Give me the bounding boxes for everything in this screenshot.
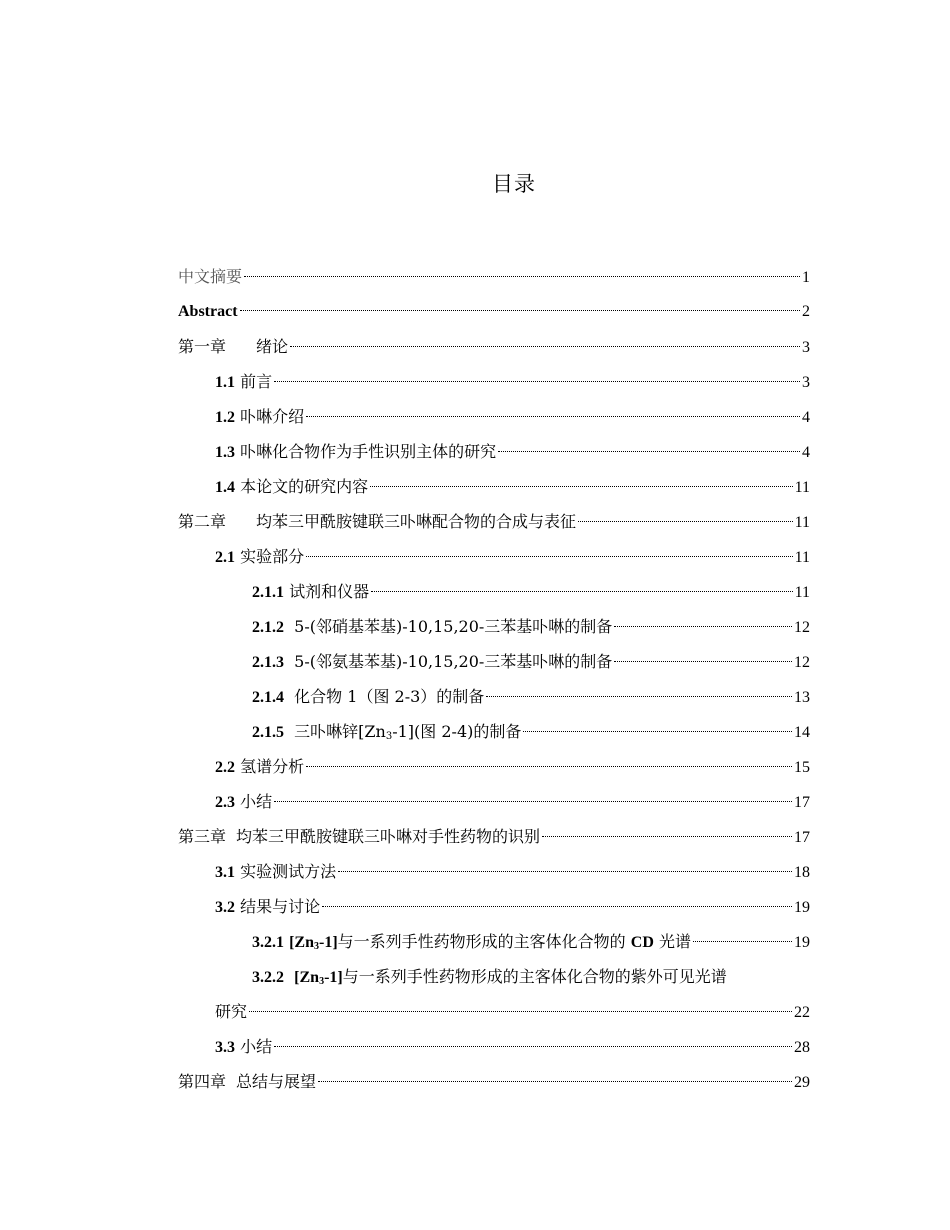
- toc-entry-label: [215, 364, 272, 400]
- chapter-title: 绪论: [256, 337, 289, 356]
- toc-entry-1-2[interactable]: [178, 399, 810, 434]
- dot-leader: [240, 310, 800, 311]
- toc-entry-2-1-4[interactable]: [178, 679, 810, 714]
- toc-entry-label: [252, 924, 691, 960]
- toc-page-number: 3: [802, 339, 810, 356]
- toc-entry-label: [252, 574, 369, 610]
- section-number: 2.1.1: [252, 584, 284, 601]
- toc-page-number: 22: [794, 1004, 810, 1021]
- section-number: 2.1.3: [252, 654, 284, 671]
- section-title: 卟啉化合物作为手性识别主体的研究: [240, 442, 497, 461]
- toc-entry-label: [178, 329, 288, 364]
- toc-entry-3-2-2-line-2[interactable]: [178, 994, 810, 1029]
- toc-page-number: 12: [794, 619, 810, 636]
- section-number: 1.4: [215, 479, 235, 496]
- toc-page-number: 15: [794, 759, 810, 776]
- toc-entry-chapter-4[interactable]: [178, 1064, 810, 1099]
- dot-leader: [290, 346, 800, 347]
- toc-entry-abstract-cn[interactable]: [178, 259, 810, 294]
- section-number: 3.2.1: [252, 934, 284, 951]
- toc-entry-3-2-1[interactable]: [178, 924, 810, 959]
- toc-page-number: 28: [794, 1039, 810, 1056]
- chapter-title: 均苯三甲酰胺键联三卟啉对手性药物的识别: [236, 827, 541, 846]
- toc-entry-label: [252, 644, 612, 680]
- section-title: 三卟啉锌$[Zn_3-1]$(图 2-4)的制备: [294, 722, 522, 742]
- toc-entry-2-1[interactable]: [178, 539, 810, 574]
- toc-entry-label: [215, 749, 304, 785]
- toc-page-number: 11: [794, 584, 810, 601]
- toc-entry-label: [178, 1064, 316, 1099]
- toc-entry-chapter-3[interactable]: [178, 819, 810, 854]
- toc-page-number: 11: [794, 479, 810, 496]
- toc-entry-label: [215, 399, 304, 435]
- section-title: 5-(邻硝基苯基)-10,15,20-三苯基卟啉的制备: [294, 617, 613, 636]
- dot-leader: [614, 626, 792, 627]
- section-title: 小结: [240, 1037, 273, 1056]
- section-number: 1.2: [215, 409, 235, 426]
- toc-entry-2-1-1[interactable]: [178, 574, 810, 609]
- dot-leader: [523, 731, 792, 732]
- section-number: 1.1: [215, 374, 235, 391]
- dot-leader: [244, 276, 800, 277]
- dot-leader: [274, 381, 800, 382]
- section-title: 本论文的研究内容: [240, 477, 369, 496]
- section-number: 3.2.2: [252, 969, 284, 986]
- toc-page-number: 4: [802, 409, 810, 426]
- section-title: 试剂和仪器: [289, 582, 370, 601]
- section-title: 实验测试方法: [240, 862, 337, 881]
- dot-leader: [306, 766, 792, 767]
- toc-page-number: 3: [802, 374, 810, 391]
- toc-entry-3-3[interactable]: [178, 1029, 810, 1064]
- chapter-prefix: 第四章: [178, 1072, 227, 1091]
- section-number: 2.2: [215, 759, 235, 776]
- toc-page-number: 17: [794, 794, 810, 811]
- toc-entry-label: [178, 819, 540, 854]
- toc-entry-label: 研究: [215, 1002, 248, 1021]
- section-title: 卟啉介绍: [240, 407, 305, 426]
- toc-entry-chapter-2[interactable]: [178, 504, 810, 539]
- dot-leader: [322, 906, 792, 907]
- dot-leader: [370, 486, 792, 487]
- dot-leader: [614, 661, 792, 662]
- page-title: 目录: [492, 172, 536, 196]
- dot-leader: [338, 871, 792, 872]
- chapter-title: 均苯三甲酰胺键联三卟啉配合物的合成与表征: [256, 512, 577, 531]
- toc-page-number: 13: [794, 689, 810, 706]
- toc-entry-label: [215, 854, 336, 890]
- toc-entry-3-2[interactable]: [178, 889, 810, 924]
- dot-leader: [578, 521, 793, 522]
- section-number: 2.1.2: [252, 619, 284, 636]
- toc-page-number: 1: [802, 269, 810, 286]
- toc-entry-3-2-2-line-1[interactable]: [178, 959, 810, 994]
- toc-entry-label: Abstract: [178, 303, 238, 320]
- toc-entry-label: [252, 609, 612, 645]
- toc-page-number: 29: [794, 1074, 810, 1091]
- toc-page-number: 14: [794, 724, 810, 741]
- toc-page-number: 2: [802, 303, 810, 320]
- toc-entry-1-3[interactable]: [178, 434, 810, 469]
- chapter-prefix: 第一章: [178, 337, 227, 356]
- chapter-prefix: 第二章: [178, 512, 227, 531]
- section-title: 氢谱分析: [240, 757, 305, 776]
- dot-leader: [318, 1081, 792, 1082]
- toc-entry-2-1-5[interactable]: [178, 714, 810, 749]
- toc-page-number: 18: [794, 864, 810, 881]
- section-title: 化合物 1（图 2-3）的制备: [294, 687, 485, 706]
- dot-leader: [542, 836, 792, 837]
- toc-entry-2-1-3[interactable]: [178, 644, 810, 679]
- dot-leader: [306, 416, 800, 417]
- toc-entry-2-2[interactable]: [178, 749, 810, 784]
- toc-entry-label: [215, 434, 496, 470]
- toc-entry-label: [215, 784, 272, 820]
- section-number: 1.3: [215, 444, 235, 461]
- dot-leader: [274, 1046, 792, 1047]
- toc-page-number: 11: [794, 549, 810, 566]
- section-title: 5-(邻氨基苯基)-10,15,20-三苯基卟啉的制备: [294, 652, 613, 671]
- toc-entry-label: [215, 469, 368, 505]
- dot-leader: [693, 941, 792, 942]
- toc-page-number: 17: [794, 829, 810, 846]
- section-number: 2.1.4: [252, 689, 284, 706]
- toc-entry-label: [215, 539, 304, 575]
- dot-leader: [306, 556, 792, 557]
- toc-entry-label: [178, 504, 576, 539]
- section-title: 小结: [240, 792, 273, 811]
- section-number: 2.3: [215, 794, 235, 811]
- dot-leader: [371, 591, 792, 592]
- toc-page-number: 4: [802, 444, 810, 461]
- table-of-contents: [178, 259, 810, 1099]
- section-number: 2.1.5: [252, 724, 284, 741]
- toc-entry-2-3[interactable]: [178, 784, 810, 819]
- toc-page-number: 19: [794, 899, 810, 916]
- toc-entry-abstract-en[interactable]: [178, 294, 810, 329]
- toc-entry-label: [215, 889, 320, 925]
- dot-leader: [498, 451, 800, 452]
- section-number: 3.3: [215, 1039, 235, 1056]
- section-title: $[Zn_3-1]$与一系列手性药物形成的主客体化合物的 CD 光谱: [289, 932, 691, 952]
- section-title: 实验部分: [240, 547, 305, 566]
- toc-entry-label: [252, 714, 521, 750]
- toc-entry-label: [252, 679, 484, 715]
- section-title: 结果与讨论: [240, 897, 321, 916]
- toc-entry-chapter-1[interactable]: [178, 329, 810, 364]
- toc-entry-label: 中文摘要: [178, 267, 243, 286]
- section-number: 3.1: [215, 864, 235, 881]
- toc-page-number: 11: [794, 514, 810, 531]
- toc-entry-1-4[interactable]: [178, 469, 810, 504]
- toc-entry-1-1[interactable]: [178, 364, 810, 399]
- chapter-title: 总结与展望: [236, 1072, 317, 1091]
- toc-entry-2-1-2[interactable]: [178, 609, 810, 644]
- section-number: 3.2: [215, 899, 235, 916]
- chapter-prefix: 第三章: [178, 827, 227, 846]
- dot-leader: [274, 801, 792, 802]
- toc-page-number: 12: [794, 654, 810, 671]
- section-title: $[Zn_3-1]$与一系列手性药物形成的主客体化合物的紫外可见光谱: [294, 967, 727, 987]
- toc-page-number: 19: [794, 934, 810, 951]
- section-title: 前言: [240, 372, 273, 391]
- toc-entry-label: [215, 1029, 272, 1065]
- toc-entry-3-1[interactable]: [178, 854, 810, 889]
- section-number: 2.1: [215, 549, 235, 566]
- dot-leader: [249, 1011, 792, 1012]
- dot-leader: [486, 696, 792, 697]
